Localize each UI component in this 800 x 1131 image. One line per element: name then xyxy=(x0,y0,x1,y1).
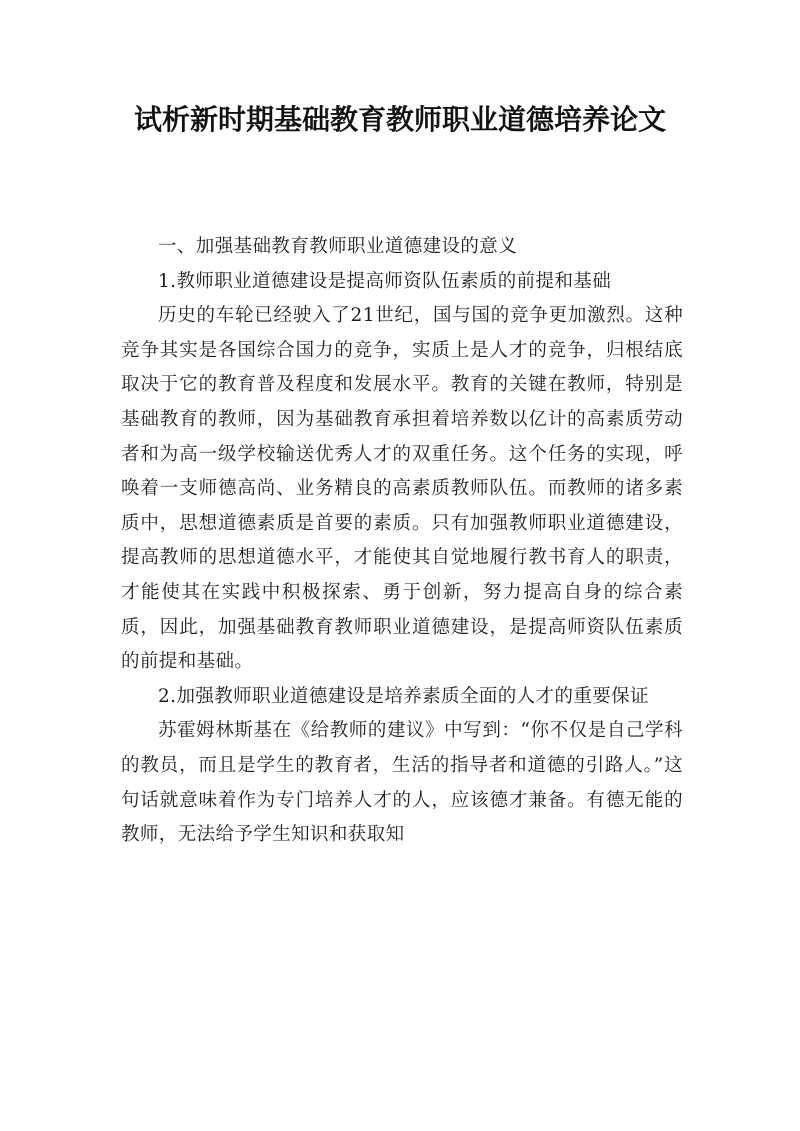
subsection-heading: 2.加强教师职业道德建设是培养素质全面的人才的重要保证 xyxy=(158,685,649,707)
section-heading: 一、加强基础教育教师职业道德建设的意义 xyxy=(158,236,518,257)
document-body xyxy=(121,230,683,853)
body-paragraph: 苏霍姆林斯基在《给教师的建议》中写到：“你不仅是自己学科的教员，而且是学生的教育者，生活的指导者和道德的引路人。”这句话就意味着作为专门培养人才的人，应该德才兼备。有德无能的教师，无法给予学生知识和获取知 xyxy=(121,720,683,846)
body-paragraph: 历史的车轮已经驶入了21世纪，国与国的竞争更加激烈。这种竞争其实是各国综合国力的竞争，实质上是人才的竞争，归根结底取决于它的教育普及程度和发展水平。教育的关键在教师，特别是基础教育的教师，因为基础教育承担着培养数以亿计的高素质劳动者和为高一级学校输送优秀人才的双重任务。这个任务的实现，呼唤着一支师德高尚、业务精良的高素质教师队伍。而教师的诸多素质中，思想道德素质是首要的素质。只有加强教师职业道德建设，提高教师的思想道德水平，才能使其自觉地履行教书育人的职责，才能使其在实践中积极探索、勇于创新，努力提高自身的综合素质，因此，加强基础教育教师职业道德建设，是提高师资队伍素质的前提和基础。 xyxy=(121,305,683,673)
subsection-heading: 1.教师职业道德建设是提高师资队伍素质的前提和基础 xyxy=(158,270,612,292)
document-title: 试析新时期基础教育教师职业道德培养论文 xyxy=(133,103,666,136)
